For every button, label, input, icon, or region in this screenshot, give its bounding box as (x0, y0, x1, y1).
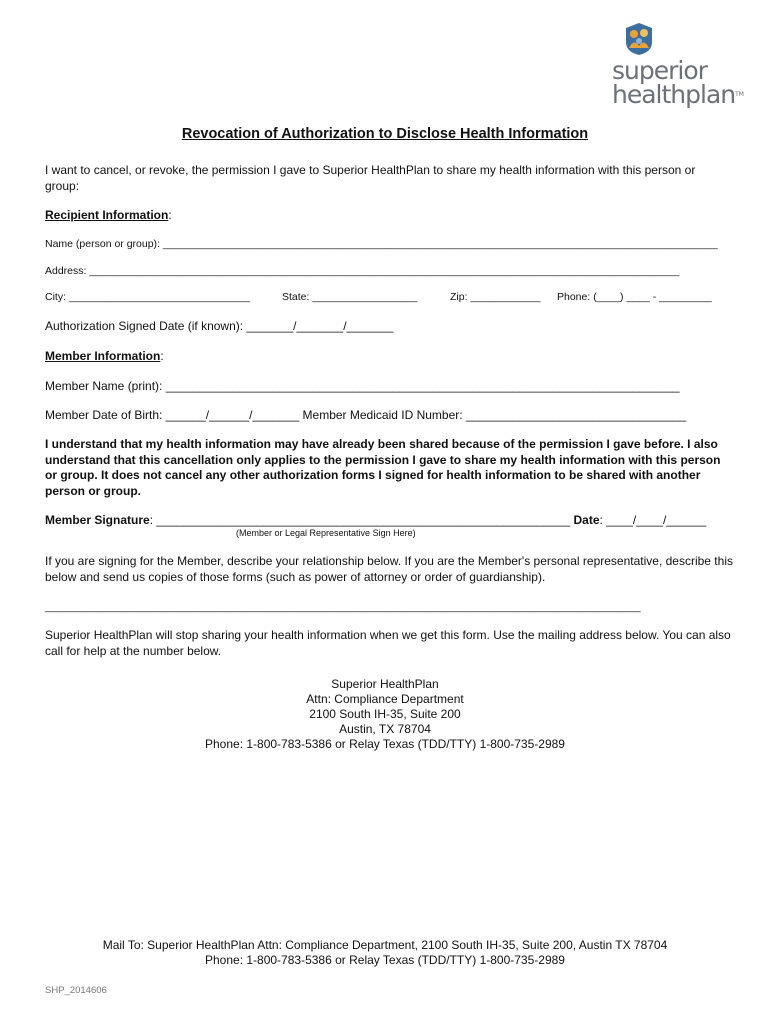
member-name-line[interactable]: _____________________________________________________________________________ (165, 379, 680, 393)
mail-to-line: Mail To: Superior HealthPlan Attn: Compliance Department, 2100 South IH-35, Suite 200, Austin TX 78704 (102, 938, 668, 952)
recipient-phone-field[interactable] (557, 291, 712, 303)
recipient-city-line[interactable]: _______________________________ (68, 291, 250, 303)
relationship-line[interactable]: ______________________________________________________________________________________________________ (45, 601, 641, 613)
member-dob-field[interactable] (45, 408, 686, 424)
recipient-zip-label: Zip: (450, 291, 468, 303)
recipient-city-field[interactable] (45, 291, 250, 303)
recipient-state-line[interactable]: __________________ (312, 291, 418, 303)
member-name-label: Member Name (print): (45, 379, 163, 393)
representative-instructions: If you are signing for the Member, describe your relationship below. If you are the Member's personal representative, describe this below and send us copies of those forms (such as power of attorney or order of guardianship). (45, 554, 733, 584)
mailing-address-block (0, 677, 770, 752)
mail-to-phone-line: Phone: 1-800-783-5386 or Relay Texas (TDD/TTY) 1-800-735-2989 (205, 953, 565, 967)
member-signature-line[interactable]: ______________________________________________________________ (156, 513, 571, 527)
logo-line-superior: superior (612, 56, 707, 85)
member-dob-label: Member Date of Birth: (45, 408, 163, 422)
page-title: Revocation of Authorization to Disclose Health Information (181, 126, 589, 142)
recipient-address-label: Address: (45, 265, 87, 277)
address-line-city: Austin, TX 78704 (339, 722, 431, 736)
member-heading: Member Information: (45, 349, 164, 363)
address-line-attn: Attn: Compliance Department (306, 692, 464, 706)
recipient-address-field[interactable] (45, 265, 679, 277)
recipient-name-line[interactable]: _______________________________________________________________________________________________ (162, 238, 718, 250)
recipient-phone-label: Phone: (557, 291, 591, 303)
recipient-heading: Recipient Information: (45, 208, 172, 222)
signature-date-line[interactable]: ____/____/______ (606, 513, 707, 527)
recipient-phone-line[interactable]: (____) ____ - _________ (593, 291, 712, 303)
signature-sublabel: (Member or Legal Representative Sign Here) (236, 528, 416, 538)
authorization-date-label: Authorization Signed Date (if known): (45, 319, 244, 333)
family-emblem-icon (622, 22, 656, 56)
recipient-address-line[interactable]: _____________________________________________________________________________________________________ (89, 265, 680, 277)
member-medicaid-line[interactable]: _________________________________ (465, 408, 687, 422)
member-medicaid-label: Member Medicaid ID Number: (302, 408, 463, 422)
authorization-date-line[interactable]: _______/_______/_______ (246, 319, 394, 333)
recipient-zip-line[interactable]: ____________ (470, 291, 541, 303)
recipient-zip-field[interactable] (450, 291, 541, 303)
recipient-name-label: Name (person or group): (45, 238, 160, 250)
understanding-statement: I understand that my health information may have already been shared because of the permission I gave before. I also understand that this cancellation only applies to the permission I gave to share my health information with this person or group. It does not cancel any other authorization forms I signed for health information to be shared with another person or group. (45, 437, 721, 498)
intro-text: I want to cancel, or revoke, the permission I gave to Superior HealthPlan to share my health information with this person or group: (45, 163, 696, 193)
stop-sharing-text: Superior HealthPlan will stop sharing your health information when we get this form. Use the mailing address below. You can also call for help at the number below. (45, 628, 731, 658)
address-line-org: Superior HealthPlan (331, 677, 439, 691)
recipient-state-field[interactable] (282, 291, 417, 303)
superior-healthplan-logo (612, 22, 742, 114)
address-line-street: 2100 South IH-35, Suite 200 (309, 707, 461, 721)
member-name-field[interactable] (45, 379, 680, 395)
member-signature-label: Member Signature (45, 513, 150, 527)
logo-line-healthplan: healthplanTM (612, 80, 744, 109)
recipient-city-label: City: (45, 291, 66, 303)
signature-date-label: Date (573, 513, 600, 527)
address-line-phone: Phone: 1-800-783-5386 or Relay Texas (TDD/TTY) 1-800-735-2989 (205, 737, 565, 751)
authorization-date-field[interactable] (45, 319, 393, 335)
recipient-name-field[interactable] (45, 238, 718, 250)
mail-to-footer (0, 938, 770, 968)
member-signature-field[interactable]: Member Signature: ______________________________________________________________ Date: ____/____/______ (45, 513, 707, 527)
recipient-state-label: State: (282, 291, 310, 303)
member-dob-line[interactable]: ______/______/_______ (165, 408, 300, 422)
form-id: SHP_2014606 (45, 985, 107, 996)
